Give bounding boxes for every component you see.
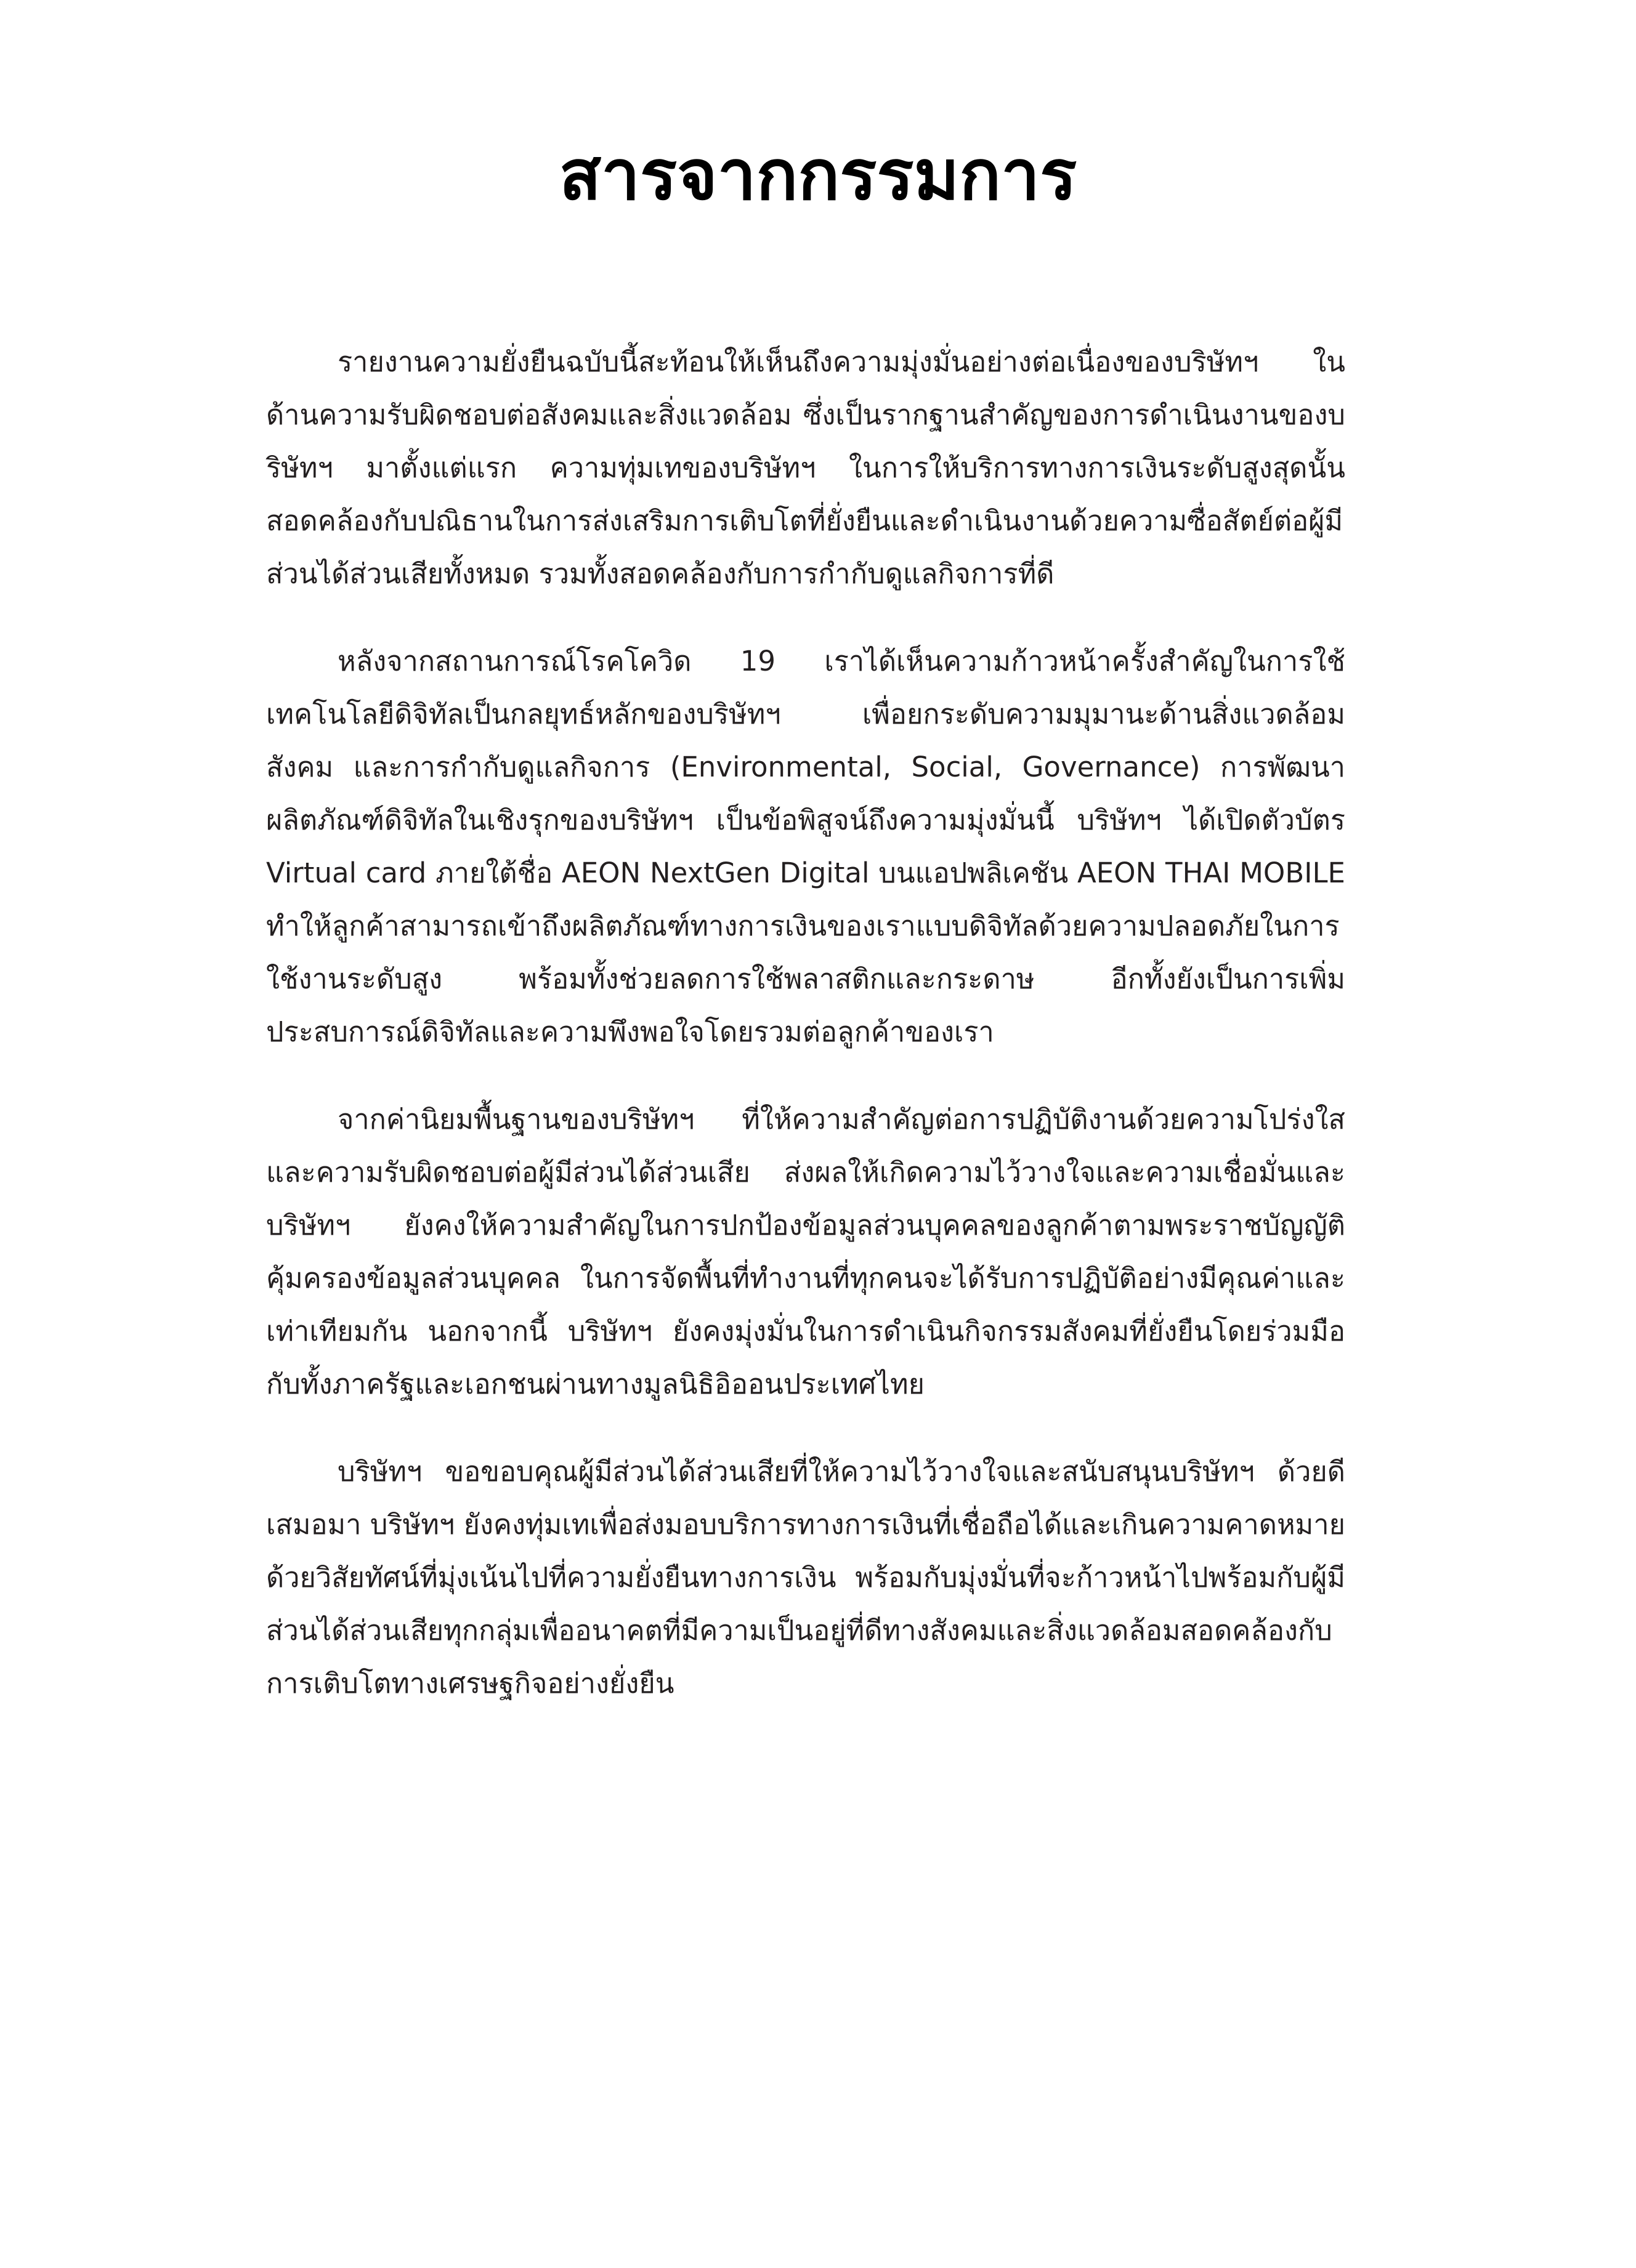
paragraph-1: รายงานความยั่งยืนฉบับนี้สะท้อนให้เห็นถึงความมุ่งมั่นอย่างต่อเนื่องของบริษัทฯ ในด้านความรับผิดชอบต่อสังคมและสิ่งแวดล้อม ซึ่งเป็นรากฐานสำคัญของการดำเนินงานของบริษัทฯ มาตั้งแต่แรก ความทุ่มเทของบริษัทฯ ในการให้บริการทางการเงินระดับสูงสุดนั้น สอดคล้องกับปณิธานในการส่งเสริมการเติบโตที่ยั่งยืนและดำเนินงานด้วยความซื่อสัตย์ต่อผู้มีส่วนได้ส่วนเสียทั้งหมด รวมทั้งสอดคล้องกับการกำกับดูแลกิจการที่ดี [266, 345, 1345, 590]
paragraph-2: หลังจากสถานการณ์โรคโควิด 19 เราได้เห็นความก้าวหน้าครั้งสำคัญในการใช้เทคโนโลยีดิจิทัลเป็นกลยุทธ์หลักของบริษัทฯ เพื่อยกระดับความมุมานะด้านสิ่งแวดล้อม สังคม และการกำกับดูแลกิจการ (Environmental, Social, Governance) การพัฒนาผลิตภัณฑ์ดิจิทัลในเชิงรุกของบริษัทฯ เป็นข้อพิสูจน์ถึงความมุ่งมั่นนี้ บริษัทฯ ได้เปิดตัวบัตร Virtual card ภายใต้ชื่อ AEON NextGen Digital บนแอปพลิเคชัน AEON THAI MOBILE ทำให้ลูกค้าสามารถเข้าถึงผลิตภัณฑ์ทางการเงินของเราแบบดิจิทัลด้วยความปลอดภัยในการใช้งานระดับสูง พร้อมทั้งช่วยลดการใช้พลาสติกและกระดาษ อีกทั้งยังเป็นการเพิ่มประสบการณ์ดิจิทัลและความพึงพอใจโดยรวมต่อลูกค้าของเรา [266, 645, 1345, 1048]
paragraph-3: จากค่านิยมพื้นฐานของบริษัทฯ ที่ให้ความสำคัญต่อการปฏิบัติงานด้วยความโปร่งใสและความรับผิดชอบต่อผู้มีส่วนได้ส่วนเสีย ส่งผลให้เกิดความไว้วางใจและความเชื่อมั่นและบริษัทฯ ยังคงให้ความสำคัญในการปกป้องข้อมูลส่วนบุคคลของลูกค้าตามพระราชบัญญัติคุ้มครองข้อมูลส่วนบุคคล ในการจัดพื้นที่ทำงานที่ทุกคนจะได้รับการปฏิบัติอย่างมีคุณค่าและเท่าเทียมกัน นอกจากนี้ บริษัทฯ ยังคงมุ่งมั่นในการดำเนินกิจกรรมสังคมที่ยั่งยืนโดยร่วมมือกับทั้งภาครัฐและเอกชนผ่านทางมูลนิธิอิออนประเทศไทย [266, 1103, 1345, 1400]
paragraph-4: บริษัทฯ ขอขอบคุณผู้มีส่วนได้ส่วนเสียที่ให้ความไว้วางใจและสนับสนุนบริษัทฯ ด้วยดีเสมอมา บริษัทฯ ยังคงทุ่มเทเพื่อส่งมอบบริการทางการเงินที่เชื่อถือได้และเกินความคาดหมาย ด้วยวิสัยทัศน์ที่มุ่งเน้นไปที่ความยั่งยืนทางการเงิน พร้อมกับมุ่งมั่นที่จะก้าวหน้าไปพร้อมกับผู้มีส่วนได้ส่วนเสียทุกกลุ่มเพื่ออนาคตที่มีความเป็นอยู่ที่ดีทางสังคมและสิ่งแวดล้อมสอดคล้องกับการเติบโตทางเศรษฐกิจอย่างยั่งยืน [266, 1455, 1345, 1700]
page-title: สารจากกรรมการ [559, 135, 1077, 216]
message-body [266, 336, 1345, 1745]
